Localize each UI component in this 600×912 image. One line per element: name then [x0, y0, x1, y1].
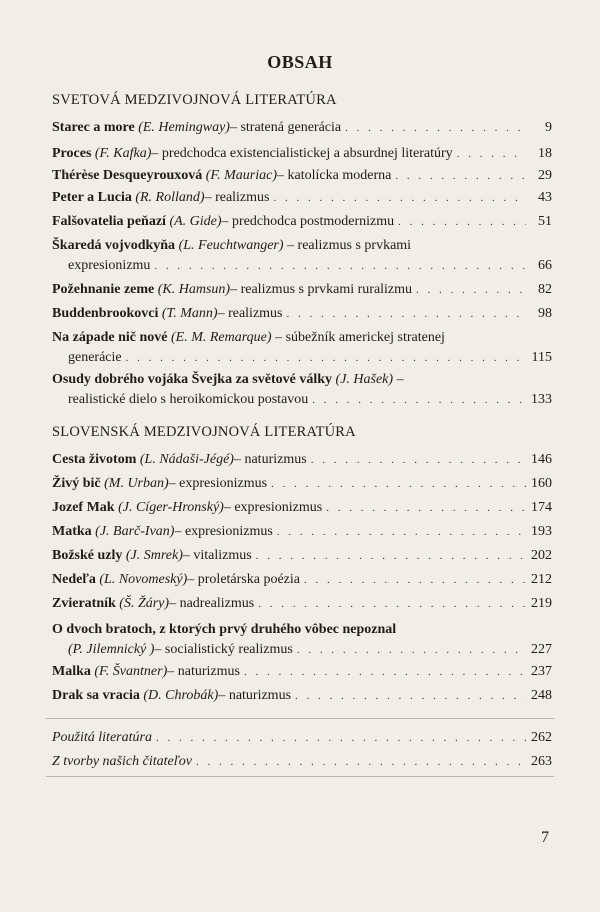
toc-entry[interactable]	[52, 118, 552, 138]
toc-entry[interactable]	[52, 570, 552, 590]
entry-author: (R. Rolland)	[135, 190, 205, 205]
toc-entry[interactable]	[52, 212, 552, 232]
entry-title: Požehnanie zeme	[52, 282, 155, 297]
leader-dots	[311, 450, 526, 470]
section-heading-world: SVETOVÁ MEDZIVOJNOVÁ LITERATÚRA	[52, 92, 337, 108]
entry-title: Falšovatelia peňazí	[52, 214, 166, 229]
entry-description: – predchodca postmodernizmu	[221, 214, 395, 229]
entry-title: O dvoch bratoch, z ktorých prvý druhého vôbec nepoznal	[52, 622, 397, 637]
leader-dots	[126, 348, 526, 368]
toc-entry[interactable]	[52, 236, 552, 276]
page-title: OBSAH	[267, 52, 333, 72]
section-heading-slovak: SLOVENSKÁ MEDZIVOJNOVÁ LITERATÚRA	[52, 424, 356, 440]
entry-description-continued: generácie	[68, 350, 122, 365]
entry-page: 160	[531, 476, 552, 491]
entry-author: (F. Mauriac)	[205, 168, 278, 183]
leader-dots	[244, 662, 526, 682]
entry-title: Thérèse Desqueyrouxová	[52, 168, 203, 183]
entry-title: Cesta životom	[52, 452, 137, 467]
entry-title: Proces	[52, 146, 92, 161]
entry-description: – katolícka moderna	[277, 168, 392, 183]
entry-title: Matka	[52, 524, 92, 539]
entry-author: (F. Švantner)	[94, 664, 168, 679]
entry-page: 66	[538, 258, 552, 273]
toc-entry[interactable]	[52, 304, 552, 324]
leader-dots	[295, 686, 526, 706]
leader-dots	[256, 546, 526, 566]
entry-title: Zvieratník	[52, 596, 116, 611]
entry-author: (P. Jilemnický )	[68, 642, 155, 657]
entry-description: – súbežník americkej stratenej	[271, 330, 445, 345]
entry-author: (Š. Žáry)	[119, 596, 170, 611]
entry-author: (J. Cíger-Hronský)	[118, 500, 224, 515]
leader-dots	[196, 752, 526, 772]
entry-author: (J. Hašek)	[335, 372, 394, 387]
leader-dots	[416, 280, 526, 300]
entry-page: 202	[531, 548, 552, 563]
entry-page: 219	[531, 596, 552, 611]
entry-page: 29	[538, 168, 552, 183]
leader-dots	[258, 594, 526, 614]
leader-dots	[312, 390, 526, 410]
entry-description: – vitalizmus	[182, 548, 252, 563]
entry-page: 262	[531, 730, 552, 745]
toc-entry[interactable]	[52, 328, 552, 368]
toc-entry[interactable]	[52, 522, 552, 542]
entry-author: (F. Kafka)	[94, 146, 152, 161]
toc-entry[interactable]	[52, 280, 552, 300]
entry-description: – proletárska poézia	[187, 572, 300, 587]
toc-entry[interactable]	[52, 474, 552, 494]
leader-dots	[297, 640, 526, 660]
entry-page: 263	[531, 754, 552, 769]
entry-author: (E. M. Remarque)	[171, 330, 272, 345]
entry-author: (J. Smrek)	[125, 548, 183, 563]
entry-description-continued: realistické dielo s heroikomickou postavou	[68, 392, 309, 407]
entry-description: – nadrealizmus	[169, 596, 255, 611]
entry-title: Jozef Mak	[52, 500, 115, 515]
toc-entry[interactable]	[52, 662, 552, 682]
entry-page: 18	[538, 146, 552, 161]
toc-entry[interactable]	[52, 686, 552, 706]
entry-title: Buddenbrookovci	[52, 306, 159, 321]
entry-author: (A. Gide)	[169, 214, 222, 229]
leader-dots	[395, 166, 526, 186]
entry-description: – expresionizmus	[174, 524, 273, 539]
leader-dots	[154, 256, 526, 276]
entry-title: Božské uzly	[52, 548, 123, 563]
entry-title: Malka	[52, 664, 91, 679]
entry-author: (D. Chrobák)	[143, 688, 219, 703]
leader-dots	[345, 118, 526, 138]
entry-title: Použitá literatúra	[52, 730, 152, 745]
entry-page: 43	[538, 190, 552, 205]
entry-title: Peter a Lucia	[52, 190, 132, 205]
leader-dots	[326, 498, 526, 518]
divider	[46, 718, 554, 719]
entry-page: 115	[531, 350, 552, 365]
entry-title: Nedeľa	[52, 572, 96, 587]
entry-title: Drak sa vracia	[52, 688, 140, 703]
leader-dots	[277, 522, 526, 542]
entry-page: 174	[531, 500, 552, 515]
leader-dots	[287, 304, 527, 324]
entry-author: (L. Feuchtwanger)	[178, 238, 284, 253]
toc-entry[interactable]	[52, 144, 552, 164]
entry-page: 98	[538, 306, 552, 321]
toc-entry[interactable]	[52, 728, 552, 748]
entry-page: 237	[531, 664, 552, 679]
toc-entry[interactable]	[52, 594, 552, 614]
leader-dots	[398, 212, 526, 232]
entry-page: 146	[531, 452, 552, 467]
entry-page: 82	[538, 282, 552, 297]
entry-description-continued: expresionizmu	[68, 258, 151, 273]
entry-title: Z tvorby našich čitateľov	[52, 754, 193, 769]
entry-description: – socialistický realizmus	[154, 642, 293, 657]
entry-page: 133	[531, 392, 552, 407]
leader-dots	[156, 728, 526, 748]
entry-author: (K. Hamsun)	[157, 282, 231, 297]
entry-title: Na západe nič nové	[52, 330, 168, 345]
entry-page: 248	[531, 688, 552, 703]
entry-author: (L. Nádaši-Jégé)	[139, 452, 234, 467]
toc-entry[interactable]	[52, 450, 552, 470]
entry-description: – predchodca existencialistickej a absurdnej literatúry	[151, 146, 453, 161]
toc-entry[interactable]	[52, 546, 552, 566]
entry-title: Škaredá vojvodkyňa	[52, 238, 176, 253]
entry-title: Osudy dobrého vojáka Švejka za světové války	[52, 372, 333, 387]
toc-entry[interactable]	[52, 166, 552, 186]
entry-page: 227	[531, 642, 552, 657]
entry-description: – expresionizmus	[168, 476, 268, 491]
entry-title: Živý bič	[52, 476, 101, 491]
divider	[46, 776, 554, 777]
leader-dots	[457, 144, 526, 164]
entry-author: (L. Novomeský)	[99, 572, 188, 587]
toc-entry[interactable]	[52, 752, 552, 772]
entry-description: – realizmus s prvkami	[283, 238, 412, 253]
leader-dots	[304, 570, 526, 590]
entry-author: (T. Mann)	[161, 306, 218, 321]
entry-description: –	[393, 372, 404, 387]
leader-dots	[271, 474, 526, 494]
toc-entry[interactable]	[52, 620, 552, 660]
entry-description: – naturizmus	[218, 688, 292, 703]
entry-author: (E. Hemingway)	[138, 120, 230, 135]
entry-page: 212	[531, 572, 552, 587]
entry-page: 9	[545, 120, 552, 135]
toc-entry[interactable]	[52, 188, 552, 208]
entry-description: – expresionizmus	[223, 500, 323, 515]
page-number: 7	[541, 829, 549, 846]
entry-description: – realizmus	[217, 306, 283, 321]
entry-description: – stratená generácia	[229, 120, 342, 135]
entry-description: – naturizmus	[233, 452, 307, 467]
entry-page: 193	[531, 524, 552, 539]
entry-title: Starec a more	[52, 120, 135, 135]
entry-page: 51	[538, 214, 552, 229]
leader-dots	[273, 188, 526, 208]
entry-author: (M. Urban)	[104, 476, 169, 491]
toc-entry[interactable]	[52, 370, 552, 410]
toc-entry[interactable]	[52, 498, 552, 518]
entry-description: – realizmus	[204, 190, 270, 205]
entry-description: – realizmus s prvkami ruralizmu	[230, 282, 413, 297]
entry-author: (J. Barč-Ivan)	[95, 524, 175, 539]
entry-description: – naturizmus	[167, 664, 240, 679]
